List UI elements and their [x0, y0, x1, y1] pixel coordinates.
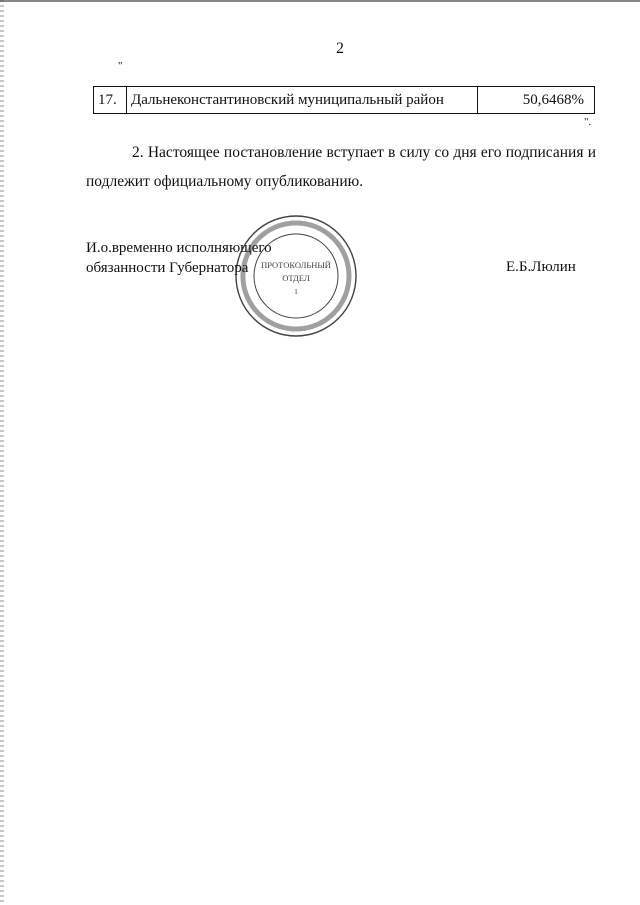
signatory-title-line1: И.о.временно исполняющего	[86, 240, 272, 256]
effective-date-paragraph: 2. Настоящее постановление вступает в силу со дня его подписания и подлежит официальному опубликованию.	[86, 144, 596, 190]
open-quote-mark: "	[118, 60, 123, 72]
signatory-name: Е.Б.Люлин	[506, 259, 576, 275]
district-value: 50,6468%	[478, 87, 595, 114]
district-name: Дальнеконстантиновский муниципальный район	[127, 87, 478, 114]
signatory-title-line2: обязанности Губернатора	[86, 260, 249, 276]
page-number: 2	[336, 40, 344, 57]
stamp-center-line2: ОТДЕЛ	[282, 273, 310, 283]
official-seal-stamp	[234, 214, 358, 338]
close-quote-mark: ".	[584, 116, 592, 128]
row-number: 17.	[94, 87, 127, 114]
stamp-center-line3: 1	[294, 287, 298, 296]
district-table	[93, 86, 595, 114]
stamp-center-line1: ПРОТОКОЛЬНЫЙ	[261, 260, 331, 270]
table-row	[94, 87, 595, 114]
scan-edge-top	[0, 0, 640, 2]
scan-edge-left	[0, 0, 4, 905]
